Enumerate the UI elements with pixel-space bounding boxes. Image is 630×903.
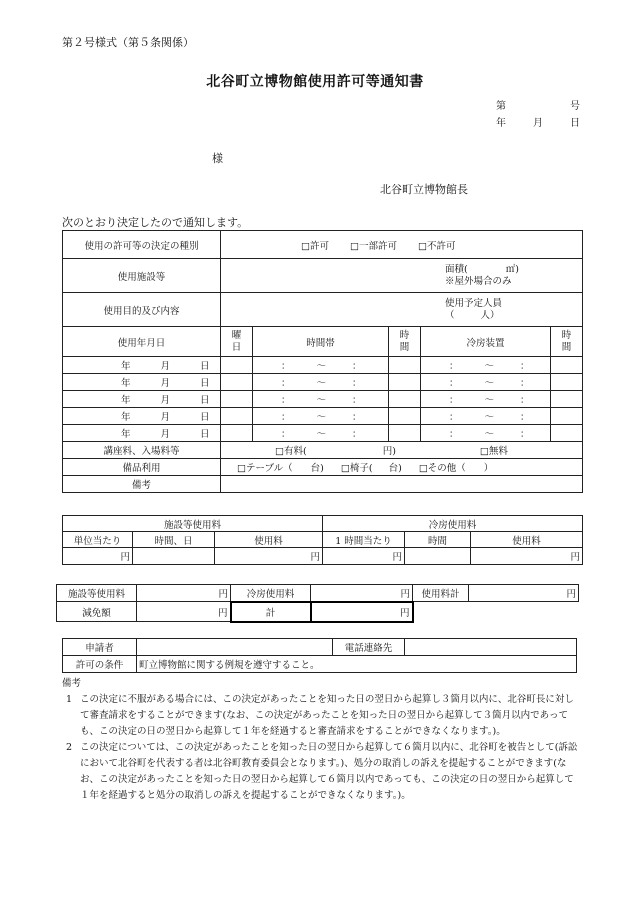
summary-row-1 — [57, 585, 579, 602]
reference-block — [496, 98, 580, 132]
month-label: 月 — [160, 412, 171, 423]
ac-hours-cell[interactable] — [551, 374, 583, 391]
colon: ： — [520, 361, 530, 372]
hours-cell[interactable] — [389, 374, 421, 391]
applicant-row — [63, 639, 577, 656]
people-line — [445, 310, 580, 322]
ac-hours-cell[interactable] — [551, 391, 583, 408]
hours-days-header: 時間、日 — [133, 532, 215, 548]
schedule-row — [63, 357, 583, 374]
form-number: 第２号様式（第５条関係） — [62, 36, 194, 49]
colon: ： — [520, 378, 530, 389]
area-label: 面積( — [445, 263, 468, 275]
equip-chair-unit: 台) — [388, 463, 402, 474]
ac-hours-cell[interactable] — [551, 357, 583, 374]
colon: ： — [281, 412, 291, 423]
fee-label: 講座料、入場料等 — [63, 442, 221, 459]
schedule-row — [63, 408, 583, 425]
schedule-row — [63, 425, 583, 442]
total-fee-label: 使用料計 — [413, 585, 469, 602]
ac-fee-header: 冷房使用料 — [323, 516, 583, 532]
schedule-row — [63, 374, 583, 391]
issuer-name: 北谷町立博物館長 — [380, 183, 468, 196]
colon: ： — [352, 429, 362, 440]
date-cell[interactable] — [63, 357, 221, 374]
day-label: 日 — [200, 361, 210, 372]
ac-hours-cell[interactable] — [551, 408, 583, 425]
schedule-row — [63, 391, 583, 408]
timeslot-cell[interactable] — [253, 408, 389, 425]
remarks-row — [63, 476, 583, 493]
note-number: 1 — [66, 694, 73, 705]
fee-paid-option[interactable]: □有料( — [275, 446, 307, 457]
colon: ： — [449, 361, 459, 372]
decision-options — [221, 231, 583, 259]
time-header: 時間 — [405, 532, 471, 548]
area-line — [445, 264, 580, 276]
equipment-row — [63, 459, 583, 476]
purpose-label: 使用目的及び内容 — [63, 293, 221, 327]
ac-timeslot-cell[interactable] — [421, 408, 551, 425]
equip-table-unit: 台) — [310, 463, 324, 474]
ac-timeslot-cell[interactable] — [421, 374, 551, 391]
per-unit-value[interactable]: 円 — [63, 548, 133, 565]
ac-fee-value[interactable]: 円 — [311, 585, 413, 602]
conditions-text: 町立博物館に関する例規を遵守すること。 — [137, 656, 577, 673]
timeslot-cell[interactable] — [253, 425, 389, 442]
issue-date — [496, 115, 580, 132]
hours-cell[interactable] — [389, 425, 421, 442]
ac-hours-cell[interactable] — [551, 425, 583, 442]
year-label: 年 — [496, 118, 506, 129]
option-deny[interactable]: □不許可 — [418, 240, 456, 252]
colon: ： — [281, 361, 291, 372]
facility-usage-fee-value[interactable]: 円 — [215, 548, 323, 565]
notes-section — [62, 676, 582, 804]
tilde: ～ — [316, 429, 327, 440]
applicant-label: 申請者 — [63, 639, 137, 656]
purpose-field[interactable] — [221, 293, 583, 327]
conditions-label: 許可の条件 — [63, 656, 137, 673]
year-label: 年 — [121, 378, 131, 389]
ac-usage-fee-value[interactable]: 円 — [471, 548, 583, 565]
remarks-field[interactable] — [221, 476, 583, 493]
conditions-row — [63, 656, 577, 673]
exemption-value[interactable]: 円 — [137, 602, 231, 622]
hours-days-value[interactable] — [133, 548, 215, 565]
phone-field[interactable] — [405, 639, 577, 656]
month-label: 月 — [533, 118, 543, 129]
year-label: 年 — [121, 361, 131, 372]
number-suffix: 号 — [570, 101, 580, 112]
hours-cell[interactable] — [389, 391, 421, 408]
equipment-field — [221, 459, 583, 476]
fee-field — [221, 442, 583, 459]
col-weekday: 曜 日 — [221, 327, 253, 357]
colon: ： — [352, 395, 362, 406]
tilde: ～ — [316, 395, 327, 406]
timeslot-cell[interactable] — [253, 374, 389, 391]
equip-other-close: ） — [483, 463, 494, 474]
facility-fee-value[interactable]: 円 — [137, 585, 231, 602]
colon: ： — [352, 378, 362, 389]
equip-chair-option[interactable]: □椅子( — [340, 463, 373, 474]
remarks-label: 備考 — [63, 476, 221, 493]
timeslot-cell[interactable] — [253, 357, 389, 374]
facility-usage-fee-header: 使用料 — [215, 532, 323, 548]
hours-cell[interactable] — [389, 408, 421, 425]
tilde: ～ — [484, 412, 495, 423]
note-text: この決定に不服がある場合には、この決定があったことを知った日の翌日から起算し３箇月以内に、北谷町長に対して審査請求をすることができます(なお、この決定があったことを知った日の翌日から起算して３箇月以内であっても、この決定の日の翌日から起算して１年を経過すると審査請求をすることができなくなります。)。 — [80, 694, 574, 737]
document-title: 北谷町立博物館使用許可等通知書 — [206, 74, 424, 90]
per-unit-header: 単位当たり — [63, 532, 133, 548]
tilde: ～ — [316, 361, 327, 372]
colon: ： — [449, 378, 459, 389]
schedule-rows — [63, 357, 583, 442]
equip-other-option[interactable]: □その他（ — [418, 463, 466, 474]
note-item — [66, 740, 582, 804]
day-label: 日 — [200, 378, 210, 389]
tilde: ～ — [484, 395, 495, 406]
facility-fee-label: 施設等使用料 — [57, 585, 137, 602]
day-label: 日 — [200, 412, 210, 423]
year-label: 年 — [121, 395, 131, 406]
colon: ： — [352, 412, 362, 423]
fee-group-header — [63, 516, 583, 532]
summary-table — [56, 584, 579, 623]
addressee: 様 — [212, 152, 223, 165]
per-hour-header: 1 時間当たり — [323, 532, 405, 548]
colon: ： — [449, 429, 459, 440]
people-unit: 人） — [480, 309, 500, 321]
option-permit[interactable]: □許可 — [301, 240, 329, 252]
ac-fee-label: 冷房使用料 — [231, 585, 311, 602]
day-label: 日 — [200, 395, 210, 406]
ac-timeslot-cell[interactable] — [421, 357, 551, 374]
tilde: ～ — [484, 429, 495, 440]
fee-free-option[interactable]: □無料 — [479, 446, 508, 457]
schedule-header-row — [63, 327, 583, 357]
month-label: 月 — [160, 361, 171, 372]
year-label: 年 — [121, 429, 131, 440]
applicant-table — [62, 638, 577, 673]
area-note: ※屋外場合のみ — [445, 275, 512, 287]
note-item — [66, 692, 582, 740]
summary-empty — [413, 602, 579, 622]
tilde: ～ — [484, 361, 495, 372]
month-label: 月 — [160, 429, 171, 440]
day-label: 日 — [200, 429, 210, 440]
colon: ： — [520, 429, 530, 440]
option-partial-permit[interactable]: □一部許可 — [350, 240, 397, 252]
date-cell[interactable] — [63, 391, 221, 408]
decision-label: 使用の許可等の決定の種別 — [63, 231, 221, 259]
equipment-label: 備品利用 — [63, 459, 221, 476]
fee-values-row — [63, 548, 583, 565]
date-cell[interactable] — [63, 425, 221, 442]
colon: ： — [449, 395, 459, 406]
facility-row — [63, 259, 583, 293]
colon: ： — [449, 412, 459, 423]
col-ac: 冷房装置 — [421, 327, 551, 357]
weekday-cell[interactable] — [221, 391, 253, 408]
date-cell[interactable] — [63, 408, 221, 425]
total-label: 計 — [231, 602, 311, 622]
purpose-row — [63, 293, 583, 327]
ac-usage-fee-header: 使用料 — [471, 532, 583, 548]
exemption-label: 減免額 — [57, 602, 137, 622]
people-open: （ — [445, 309, 455, 321]
people-label: 使用予定人員 — [445, 297, 503, 309]
weekday-cell[interactable] — [221, 408, 253, 425]
fee-row — [63, 442, 583, 459]
tilde: ～ — [484, 378, 495, 389]
tilde: ～ — [316, 412, 327, 423]
facility-label: 使用施設等 — [63, 259, 221, 293]
colon: ： — [520, 395, 530, 406]
facility-fee-header: 施設等使用料 — [63, 516, 323, 532]
colon: ： — [281, 378, 291, 389]
per-hour-value[interactable]: 円 — [323, 548, 405, 565]
weekday-cell[interactable] — [221, 374, 253, 391]
intro-text: 次のとおり決定したので通知します。 — [62, 216, 249, 229]
applicant-field[interactable] — [137, 639, 333, 656]
fee-table — [62, 515, 583, 565]
weekday-cell[interactable] — [221, 425, 253, 442]
col-date: 使用年月日 — [63, 327, 221, 357]
usage-table — [62, 230, 583, 493]
fee-yen: 円) — [382, 446, 396, 457]
total-fee-value[interactable]: 円 — [469, 585, 579, 602]
hours-cell[interactable] — [389, 357, 421, 374]
tilde: ～ — [316, 378, 327, 389]
ac-timeslot-cell[interactable] — [421, 391, 551, 408]
colon: ： — [520, 412, 530, 423]
fee-column-header — [63, 532, 583, 548]
total-value[interactable]: 円 — [311, 602, 413, 622]
reference-number — [496, 98, 580, 115]
notes-title: 備考 — [62, 678, 82, 689]
month-label: 月 — [160, 378, 171, 389]
number-label: 第 — [496, 101, 506, 112]
date-cell[interactable] — [63, 374, 221, 391]
note-number: 2 — [66, 742, 73, 753]
col-hours: 時 間 — [389, 327, 421, 357]
weekday-cell[interactable] — [221, 357, 253, 374]
note-text: この決定については、この決定があったことを知った日の翌日から起算して６箇月以内に、北谷町を被告として(訴訟において北谷町を代表する者は北谷町教育委員会となります。)、処分の取消しの訴えを提起することができます(なお、この決定があったことを知った日の翌日から起算して６箇月以内であっても、この決定の日の翌日から起算して１年を経過すると処分の取消しの訴えを提起することができなくなります。)。 — [80, 742, 578, 801]
ac-timeslot-cell[interactable] — [421, 425, 551, 442]
facility-field[interactable] — [221, 259, 583, 293]
col-ac-hours: 時 間 — [551, 327, 583, 357]
timeslot-cell[interactable] — [253, 391, 389, 408]
area-unit: ㎡) — [505, 263, 519, 275]
summary-row-2 — [57, 602, 579, 622]
decision-row — [63, 231, 583, 259]
phone-label: 電話連絡先 — [333, 639, 405, 656]
month-label: 月 — [160, 395, 171, 406]
col-timeslot: 時間帯 — [253, 327, 389, 357]
time-value[interactable] — [405, 548, 471, 565]
day-label: 日 — [570, 118, 580, 129]
year-label: 年 — [121, 412, 131, 423]
colon: ： — [281, 429, 291, 440]
colon: ： — [352, 361, 362, 372]
equip-table-option[interactable]: □テーブル（ — [237, 463, 293, 474]
colon: ： — [281, 395, 291, 406]
